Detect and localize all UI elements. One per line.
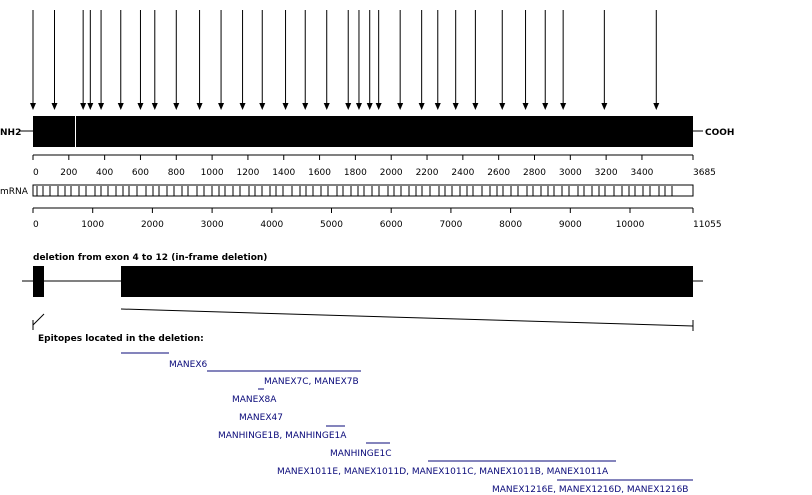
nt-tick-label: 1000 [81,220,105,230]
nt-scale [33,208,693,230]
epitope-2 [207,371,361,387]
aa-tick-label: 800 [167,168,185,178]
epitope-8 [492,480,693,495]
cooh-label: COOH [705,128,735,138]
aa-tick-label: 1600 [308,168,332,178]
nt-tick-label: 9000 [558,220,582,230]
epitope-label: MANHINGE1C [330,449,392,459]
epitope-3 [232,389,277,405]
aa-tick-label: 3400 [630,168,654,178]
aa-tick-label: 2000 [379,168,403,178]
aa-scale [33,155,693,178]
epitope-4-label: MANEX47 [239,413,283,423]
epitope-label: MANEX6 [169,360,208,370]
nt-tick-label: 2000 [140,220,164,230]
aa-tick-label: 1800 [343,168,367,178]
exon-arrow-head [376,103,382,110]
exon-arrow-head [472,103,478,110]
nh2-label: NH2 [0,128,22,138]
exon-arrow-head [197,103,203,110]
exon-arrow-head [283,103,289,110]
protein-bar [33,116,693,147]
exon-arrow-head [302,103,308,110]
exon-arrow-head [523,103,529,110]
aa-tick-label: 1000 [200,168,224,178]
exon-arrow-head [173,103,179,110]
exon-arrow-head [240,103,246,110]
nt-max-label: 11055 [693,220,722,230]
aa-tick-label: 2600 [487,168,511,178]
epitope-label: MANHINGE1B, MANHINGE1A [218,431,347,441]
nt-tick-label: 0 [33,220,39,230]
epitope-1 [121,353,208,370]
zoom-guide-left [33,314,44,325]
exon-arrow-head [601,103,607,110]
epitope-5 [218,426,347,441]
nt-tick-label: 10000 [615,220,645,230]
exon-arrow-head [356,103,362,110]
epitope-label: MANEX8A [232,395,277,405]
exon-arrow-head [152,103,158,110]
exon-arrow-head [345,103,351,110]
aa-tick-label: 1200 [236,168,260,178]
aa-tick-label: 2800 [523,168,546,178]
aa-tick-label: 3000 [558,168,582,178]
exon-arrow-head [419,103,425,110]
exon-arrow-head [51,103,57,110]
aa-tick-label: 1400 [272,168,296,178]
exon-arrow-head [98,103,104,110]
zoom-guide-right [121,309,693,326]
aa-tick-label: 400 [96,168,114,178]
nt-tick-label: 6000 [379,220,403,230]
exon-arrow-head [367,103,373,110]
retained-segment-right [121,266,693,297]
mrna-label: mRNA [0,187,28,197]
retained-segment-left [33,266,44,297]
exon-arrow-head [499,103,505,110]
epitope-label: MANEX1216E, MANEX1216D, MANEX1216B [492,485,689,495]
nt-tick-label: 4000 [260,220,284,230]
epitope-label: MANEX7C, MANEX7B [264,377,359,387]
mrna-bar [33,185,693,196]
exon-arrow-head [87,103,93,110]
deletion-title: deletion from exon 4 to 12 (in-frame deletion) [33,253,268,263]
epitope-7 [277,461,616,477]
exon-arrow-head [653,103,659,110]
exon-arrow-head [397,103,403,110]
exon-arrow-head [218,103,224,110]
aa-max-label: 3685 [693,168,716,178]
exon-arrow-head [137,103,143,110]
nt-tick-label: 8000 [499,220,523,230]
exon-arrow-head [259,103,265,110]
exon-arrow-head [542,103,548,110]
exon-arrow-head [453,103,459,110]
nt-tick-label: 3000 [200,220,224,230]
exon-arrow-head [80,103,86,110]
exon-arrow-head [30,103,36,110]
exon-arrow-head [560,103,566,110]
aa-tick-label: 3200 [594,168,618,178]
aa-tick-label: 200 [60,168,78,178]
epitopes-title: Epitopes located in the deletion: [38,334,204,344]
exon-arrow-head [324,103,330,110]
aa-tick-label: 2400 [451,168,475,178]
exon-arrows [30,10,659,110]
exon-arrow-head [435,103,441,110]
aa-tick-label: 0 [33,168,39,178]
nt-tick-label: 7000 [439,220,463,230]
aa-tick-label: 600 [131,168,150,178]
exon-arrow-head [118,103,124,110]
nt-tick-label: 5000 [320,220,343,230]
epitope-label: MANEX1011E, MANEX1011D, MANEX1011C, MANEX1011B, MANEX1011A [277,467,609,477]
aa-tick-label: 2200 [415,168,439,178]
epitope-6 [330,443,391,459]
